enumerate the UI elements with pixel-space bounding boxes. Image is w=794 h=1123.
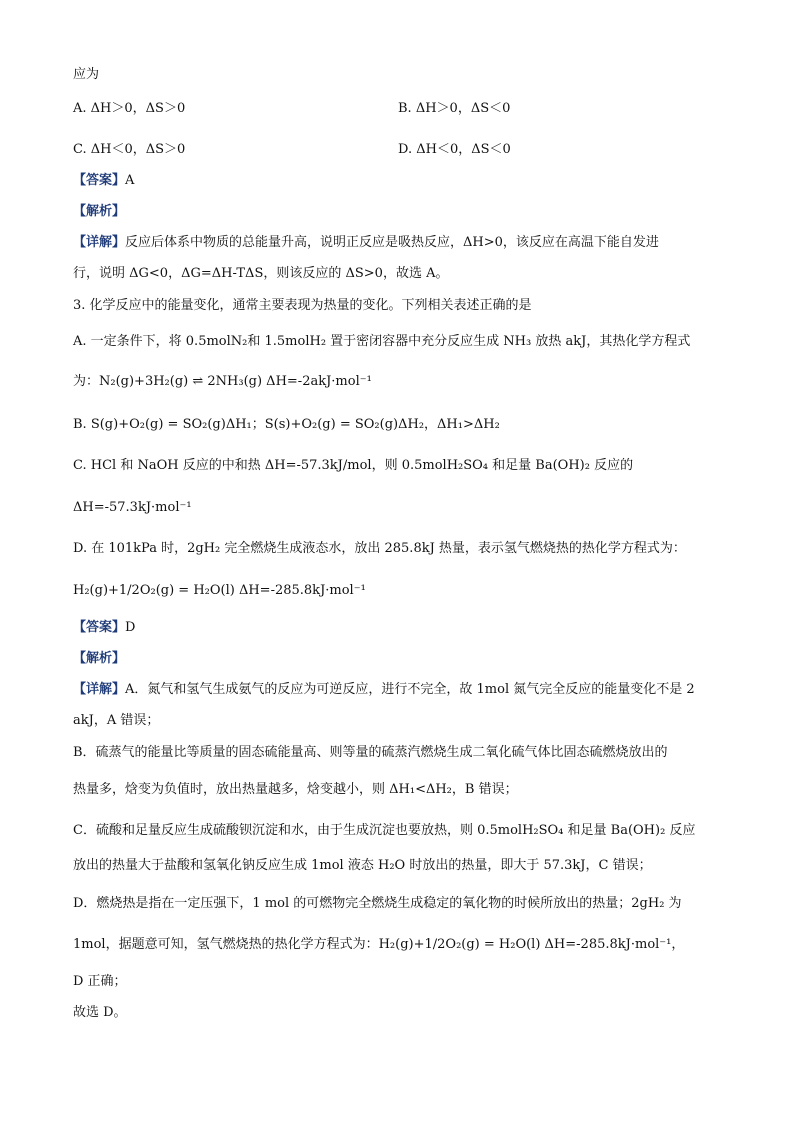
answer-tag: 【答案】 bbox=[73, 620, 126, 635]
detail-tag: 【详解】 bbox=[73, 235, 126, 250]
equation-line: H₂(g)+1/2O₂(g) = H₂O(l) ΔH=-285.8kJ·mol⁻¹ bbox=[73, 583, 366, 598]
question-option-a: A. 一定条件下，将 0.5molN₂和 1.5molH₂ 置于密闭容器中充分反应生成 NH₃ 放热 akJ，其热化学方程式 bbox=[73, 334, 691, 349]
option-b: B. ΔH＞0，ΔS＜0 bbox=[398, 101, 511, 116]
detail-text: D．燃烧热是指在一定压强下，1 mol 的可燃物完全燃烧生成稳定的氧化物的时候所放出的热量；2gH₂ 为 bbox=[73, 896, 682, 911]
detail-text: akJ，A 错误； bbox=[73, 713, 160, 728]
detail-line bbox=[73, 681, 695, 699]
equation-line: ΔH=-57.3kJ·mol⁻¹ bbox=[73, 500, 192, 515]
option-c: C. ΔH＜0，ΔS＞0 bbox=[73, 142, 186, 157]
detail-text: 行，说明 ΔG<0，ΔG=ΔH-TΔS，则该反应的 ΔS>0，故选 A。 bbox=[73, 266, 449, 281]
detail-text: 热量多，焓变为负值时，放出热量越多，焓变越小，则 ΔH₁<ΔH₂，B 错误； bbox=[73, 782, 518, 797]
detail-text: A．氮气和氢气生成氨气的反应为可逆反应，进行不完全，故 1mol 氮气完全反应的能量变化不是 2 bbox=[125, 682, 695, 697]
detail-tag: 【详解】 bbox=[73, 682, 126, 697]
detail-text: 放出的热量大于盐酸和氢氧化钠反应生成 1mol 液态 H₂O 时放出的热量，即大于 57.3kJ，C 错误； bbox=[73, 858, 652, 873]
answer-value: D bbox=[125, 620, 136, 635]
question-option-d: D. 在 101kPa 时，2gH₂ 完全燃烧生成液态水，放出 285.8kJ 热量，表示氢气燃烧热的热化学方程式为： bbox=[73, 541, 686, 556]
answer-value: A bbox=[125, 173, 135, 188]
answer-tag: 【答案】 bbox=[73, 173, 126, 188]
answer-line bbox=[73, 619, 135, 637]
detail-text: 故选 D。 bbox=[73, 1005, 127, 1020]
question-stem: 3. 化学反应中的能量变化，通常主要表现为热量的变化。下列相关表述正确的是 bbox=[73, 298, 532, 313]
option-d: D. ΔH＜0，ΔS＜0 bbox=[398, 142, 511, 157]
detail-line bbox=[73, 234, 659, 252]
detail-text: 反应后体系中物质的总能量升高，说明正反应是吸热反应，ΔH>0，该反应在高温下能自发进 bbox=[125, 235, 659, 250]
detail-text: D 正确； bbox=[73, 974, 127, 989]
detail-text: B．硫蒸气的能量比等质量的固态硫能量高、则等量的硫蒸汽燃烧生成二氧化硫气体比固态硫燃烧放出的 bbox=[73, 745, 668, 760]
answer-line bbox=[73, 172, 134, 190]
question-option-b: B. S(g)+O₂(g) = SO₂(g)ΔH₁；S(s)+O₂(g) = SO₂(g)ΔH₂，ΔH₁>ΔH₂ bbox=[73, 417, 500, 432]
equation-line: 为：N₂(g)+3H₂(g) ⇌ 2NH₃(g) ΔH=-2akJ·mol⁻¹ bbox=[73, 374, 372, 389]
detail-text: 1mol，据题意可知，氢气燃烧热的热化学方程式为：H₂(g)+1/2O₂(g) = H₂O(l) ΔH=-285.8kJ·mol⁻¹， bbox=[73, 937, 685, 952]
question-option-c: C. HCl 和 NaOH 反应的中和热 ΔH=-57.3kJ/mol，则 0.5molH₂SO₄ 和足量 Ba(OH)₂ 反应的 bbox=[73, 458, 634, 473]
text-line: 应为 bbox=[73, 67, 100, 82]
analysis-tag: 【解析】 bbox=[73, 204, 126, 219]
option-a: A. ΔH＞0，ΔS＞0 bbox=[73, 101, 186, 116]
analysis-tag: 【解析】 bbox=[73, 651, 126, 666]
detail-text: C．硫酸和足量反应生成硫酸钡沉淀和水，由于生成沉淀也要放热，则 0.5molH₂SO₄ 和足量 Ba(OH)₂ 反应 bbox=[73, 823, 696, 838]
